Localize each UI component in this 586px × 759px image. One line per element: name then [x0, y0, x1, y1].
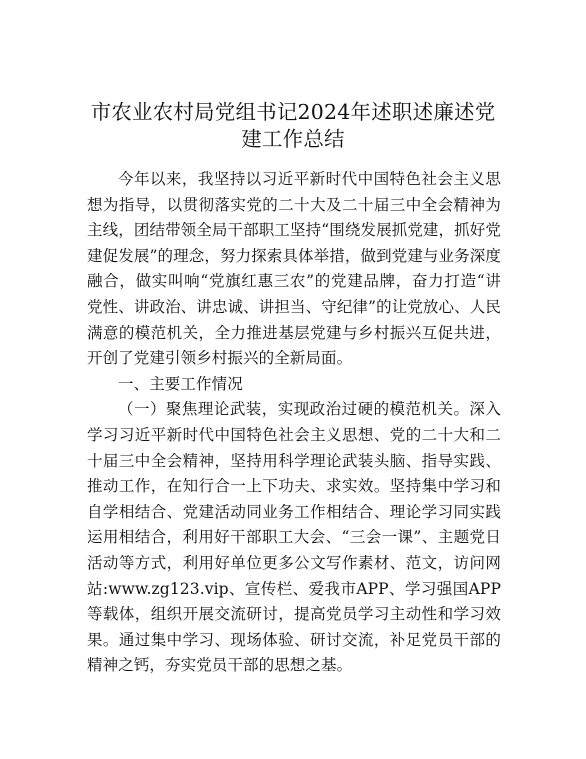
- body-paragraph: （一）聚焦理论武装，实现政治过硬的模范机关。深入学习习近平新时代中国特色社会主义思想、党的二十大和二十届三中全会精神，坚持用科学理论武装头脑、指导实践、推动工作，在知行合一上下功夫、求实效。坚持集中学习和自学相结合、党建活动同业务工作相结合、理论学习同实践运用相结合，利用好干部职工大会、“三会一课”、主题党日活动等方式，利用好单位更多公文写作素材、范文，访问网站:www.zg123.vip、宣传栏、爱我市APP、学习强国APP等载体，组织开展交流研讨，提高党员学习主动性和学习效果。通过集中学习、现场体验、研讨交流，补足党员干部的精神之钙，夯实党员干部的思想之基。: [87, 400, 501, 675]
- document-title: 市农业农村局党组书记2024年述职述廉述党建工作总结: [90, 100, 496, 151]
- document-body: [87, 167, 501, 679]
- section-heading: 一、主要工作情况: [118, 374, 243, 393]
- intro-paragraph: 今年以来，我坚持以习近平新时代中国特色社会主义思想为指导，以贯彻落实党的二十大及二十届三中全会精神为主线，团结带领全局干部职工坚持“围绕发展抓党建，抓好党建促发展”的理念，努力探索具体举措，做到党建与业务深度融合，做实叫响“党旗红惠三农”的党建品牌，奋力打造“讲党性、讲政治、讲忠诚、讲担当、守纪律”的让党放心、人民满意的模范机关，全力推进基层党建与乡村振兴互促共进，开创了党建引领乡村振兴的全新局面。: [87, 170, 501, 368]
